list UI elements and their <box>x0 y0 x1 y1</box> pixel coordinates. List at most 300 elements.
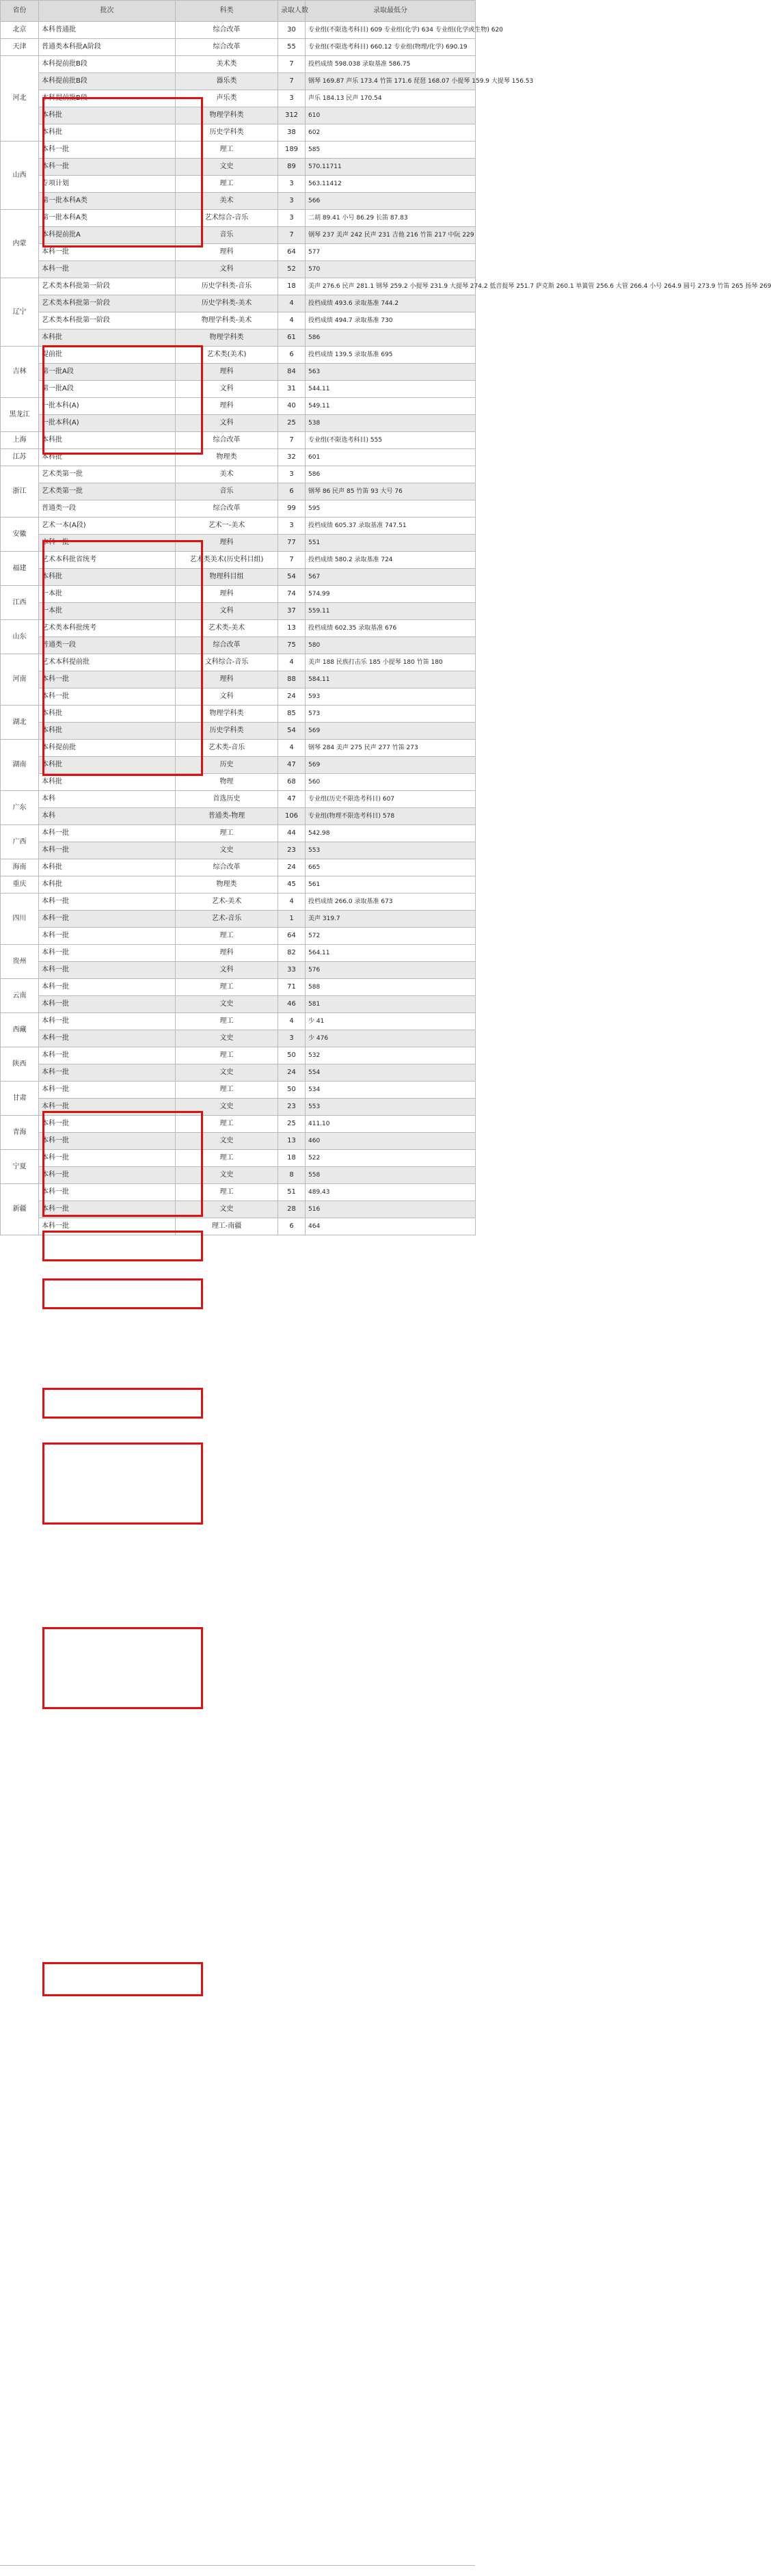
min-score-cell: 投档成绩 602.35 录取基准 676 <box>306 620 476 637</box>
table-header-row <box>1 1 476 22</box>
count-cell: 54 <box>278 569 306 586</box>
count-cell: 3 <box>278 176 306 193</box>
header-province: 省份 <box>1 1 39 22</box>
count-cell: 47 <box>278 757 306 774</box>
min-score-cell: 595 <box>306 500 476 518</box>
min-score-cell: 573 <box>306 706 476 723</box>
subject-cell: 物理学科类-美术 <box>176 312 278 330</box>
province-cell: 重庆 <box>1 876 39 894</box>
count-cell: 3 <box>278 1030 306 1047</box>
table-row <box>1 603 476 620</box>
min-score-cell: 553 <box>306 1099 476 1116</box>
batch-cell: 普通类一段 <box>39 637 176 654</box>
count-cell: 24 <box>278 1064 306 1082</box>
batch-cell: 本科批 <box>39 432 176 449</box>
min-score-cell: 专业组(不限选考科目) 609 专业组(化学) 634 专业组(化学或生物) 620 <box>306 22 476 39</box>
batch-cell: 本科批 <box>39 107 176 124</box>
count-cell: 18 <box>278 278 306 295</box>
subject-cell: 艺术-音乐 <box>176 911 278 928</box>
table-row <box>1 911 476 928</box>
subject-cell: 艺术类-音乐 <box>176 740 278 757</box>
min-score-cell: 569 <box>306 757 476 774</box>
subject-cell: 综合改革 <box>176 637 278 654</box>
count-cell: 47 <box>278 791 306 808</box>
province-cell: 河北 <box>1 56 39 142</box>
count-cell: 13 <box>278 620 306 637</box>
subject-cell: 文科 <box>176 603 278 620</box>
min-score-cell: 551 <box>306 535 476 552</box>
min-score-cell: 钢琴 284 美声 275 民声 277 竹笛 273 <box>306 740 476 757</box>
subject-cell: 理工 <box>176 176 278 193</box>
batch-cell: 艺术类本科批第一阶段 <box>39 312 176 330</box>
count-cell: 52 <box>278 261 306 278</box>
batch-cell: 本科提前批 <box>39 740 176 757</box>
count-cell: 7 <box>278 552 306 569</box>
min-score-cell: 投档成绩 493.6 录取基准 744.2 <box>306 295 476 312</box>
subject-cell: 理工 <box>176 825 278 842</box>
count-cell: 54 <box>278 723 306 740</box>
count-cell: 7 <box>278 432 306 449</box>
table-row <box>1 706 476 723</box>
count-cell: 4 <box>278 312 306 330</box>
province-cell: 上海 <box>1 432 39 449</box>
batch-cell: 本科提前批B段 <box>39 73 176 90</box>
subject-cell: 物理类 <box>176 876 278 894</box>
min-score-cell: 532 <box>306 1047 476 1064</box>
min-score-cell: 投档成绩 598.038 录取基准 586.75 <box>306 56 476 73</box>
highlight-box-henan <box>42 1443 203 1525</box>
min-score-cell: 投档成绩 580.2 录取基准 724 <box>306 552 476 569</box>
table-row <box>1 825 476 842</box>
count-cell: 25 <box>278 415 306 432</box>
min-score-cell: 564.11 <box>306 945 476 962</box>
batch-cell: 本科批 <box>39 859 176 876</box>
count-cell: 24 <box>278 688 306 706</box>
count-cell: 4 <box>278 295 306 312</box>
min-score-cell: 投档成绩 494.7 录取基准 730 <box>306 312 476 330</box>
table-row <box>1 928 476 945</box>
province-cell: 黑龙江 <box>1 398 39 432</box>
min-score-cell: 601 <box>306 449 476 466</box>
count-cell: 8 <box>278 1167 306 1184</box>
batch-cell: 本科提前批B段 <box>39 56 176 73</box>
batch-cell: 本科普通批 <box>39 22 176 39</box>
count-cell: 85 <box>278 706 306 723</box>
subject-cell: 文科 <box>176 962 278 979</box>
subject-cell: 综合改革 <box>176 859 278 876</box>
table-row <box>1 552 476 569</box>
subject-cell: 物理 <box>176 774 278 791</box>
table-row <box>1 774 476 791</box>
count-cell: 88 <box>278 671 306 688</box>
subject-cell: 音乐 <box>176 227 278 244</box>
table-row <box>1 415 476 432</box>
table-row <box>1 1150 476 1167</box>
table-row <box>1 1201 476 1218</box>
subject-cell: 文史 <box>176 1201 278 1218</box>
min-score-cell: 588 <box>306 979 476 996</box>
table-row <box>1 1030 476 1047</box>
count-cell: 50 <box>278 1047 306 1064</box>
count-cell: 3 <box>278 90 306 107</box>
batch-cell: 艺术类第一批 <box>39 483 176 500</box>
province-cell: 河南 <box>1 654 39 706</box>
header-min-score: 录取最低分 <box>306 1 476 22</box>
subject-cell: 综合改革 <box>176 39 278 56</box>
count-cell: 50 <box>278 1082 306 1099</box>
count-cell: 71 <box>278 979 306 996</box>
batch-cell: 本科一批 <box>39 1133 176 1150</box>
min-score-cell: 602 <box>306 124 476 142</box>
province-cell: 山东 <box>1 620 39 654</box>
batch-cell: 本科批 <box>39 774 176 791</box>
subject-cell: 理工 <box>176 1082 278 1099</box>
table-row <box>1 723 476 740</box>
table-row <box>1 945 476 962</box>
batch-cell: 本科一批 <box>39 842 176 859</box>
subject-cell: 文史 <box>176 996 278 1013</box>
subject-cell: 艺术类-美术 <box>176 620 278 637</box>
batch-cell: 本科一批 <box>39 261 176 278</box>
subject-cell: 首选历史 <box>176 791 278 808</box>
min-score-cell: 581 <box>306 996 476 1013</box>
table-row <box>1 535 476 552</box>
min-score-cell: 574.99 <box>306 586 476 603</box>
batch-cell: 艺术一本(A段) <box>39 518 176 535</box>
batch-cell: 本科一批 <box>39 894 176 911</box>
table-row <box>1 1099 476 1116</box>
table-row <box>1 90 476 107</box>
highlight-box-fujian <box>42 1278 203 1309</box>
province-cell: 广西 <box>1 825 39 859</box>
min-score-cell: 586 <box>306 330 476 347</box>
table-row <box>1 1013 476 1030</box>
subject-cell: 物理科目组 <box>176 569 278 586</box>
batch-cell: 本科一批 <box>39 244 176 261</box>
count-cell: 30 <box>278 22 306 39</box>
table-row <box>1 22 476 39</box>
table-row <box>1 894 476 911</box>
min-score-cell: 美声 319.7 <box>306 911 476 928</box>
min-score-cell: 577 <box>306 244 476 261</box>
table-row <box>1 1218 476 1235</box>
count-cell: 74 <box>278 586 306 603</box>
province-cell: 甘肃 <box>1 1082 39 1116</box>
min-score-cell: 580 <box>306 637 476 654</box>
table-row <box>1 449 476 466</box>
subject-cell: 理工 <box>176 979 278 996</box>
subject-cell: 文科 <box>176 381 278 398</box>
subject-cell: 综合改革 <box>176 432 278 449</box>
table-row <box>1 1064 476 1082</box>
highlight-box-shandong <box>42 1388 203 1419</box>
subject-cell: 理工 <box>176 1047 278 1064</box>
min-score-cell: 钢琴 86 民声 85 竹笛 93 大号 76 <box>306 483 476 500</box>
subject-cell: 普通类-物理 <box>176 808 278 825</box>
subject-cell: 理工 <box>176 142 278 159</box>
table-row <box>1 159 476 176</box>
subject-cell: 艺术类美术(历史科目组) <box>176 552 278 569</box>
batch-cell: 本科一批 <box>39 1116 176 1133</box>
min-score-cell: 投档成绩 605.37 录取基准 747.51 <box>306 518 476 535</box>
batch-cell: 艺术类本科批第一阶段 <box>39 278 176 295</box>
province-cell: 内蒙 <box>1 210 39 278</box>
table-row <box>1 688 476 706</box>
batch-cell: 本科一批 <box>39 945 176 962</box>
count-cell: 75 <box>278 637 306 654</box>
count-cell: 37 <box>278 603 306 620</box>
count-cell: 7 <box>278 227 306 244</box>
count-cell: 4 <box>278 654 306 671</box>
count-cell: 312 <box>278 107 306 124</box>
min-score-cell: 464 <box>306 1218 476 1235</box>
table-row <box>1 757 476 774</box>
table-bottom-border <box>0 2565 475 2576</box>
subject-cell: 物理学科类 <box>176 107 278 124</box>
batch-cell: 艺术类本科批第一阶段 <box>39 295 176 312</box>
min-score-cell: 563.11412 <box>306 176 476 193</box>
count-cell: 64 <box>278 928 306 945</box>
batch-cell: 本科一批 <box>39 1064 176 1082</box>
batch-cell: 一批本科(A) <box>39 415 176 432</box>
table-row <box>1 330 476 347</box>
header-count: 录取人数 <box>278 1 306 22</box>
count-cell: 31 <box>278 381 306 398</box>
min-score-cell: 538 <box>306 415 476 432</box>
min-score-cell: 593 <box>306 688 476 706</box>
count-cell: 51 <box>278 1184 306 1201</box>
count-cell: 6 <box>278 483 306 500</box>
province-cell: 湖南 <box>1 740 39 791</box>
batch-cell: 本科一批 <box>39 1150 176 1167</box>
min-score-cell: 549.11 <box>306 398 476 415</box>
count-cell: 89 <box>278 159 306 176</box>
count-cell: 23 <box>278 842 306 859</box>
batch-cell: 艺术本科提前批 <box>39 654 176 671</box>
table-row <box>1 842 476 859</box>
count-cell: 38 <box>278 124 306 142</box>
table-row <box>1 142 476 159</box>
subject-cell: 文史 <box>176 1030 278 1047</box>
table-row <box>1 859 476 876</box>
table-row <box>1 227 476 244</box>
subject-cell: 理科 <box>176 945 278 962</box>
min-score-cell: 少 476 <box>306 1030 476 1047</box>
min-score-cell: 专业组(历史不限选考科目) 607 <box>306 791 476 808</box>
count-cell: 82 <box>278 945 306 962</box>
batch-cell: 本科一批 <box>39 671 176 688</box>
table-row <box>1 518 476 535</box>
subject-cell: 文史 <box>176 159 278 176</box>
batch-cell: 本科提前批B段 <box>39 90 176 107</box>
subject-cell: 历史 <box>176 757 278 774</box>
subject-cell: 文科 <box>176 688 278 706</box>
table-row <box>1 347 476 364</box>
batch-cell: 专项计划 <box>39 176 176 193</box>
count-cell: 61 <box>278 330 306 347</box>
min-score-cell: 专业组(物理不限选考科目) 578 <box>306 808 476 825</box>
min-score-cell: 美声 276.6 民声 281.1 钢琴 259.2 小提琴 231.9 大提琴 274.2 低音提琴 251.7 萨克斯 260.1 单簧管 256.6 大管 266.4 小号 264.9 圆号 273.9 竹笛 265 扬琴 269 <box>306 278 476 295</box>
batch-cell: 一批本科(A) <box>39 398 176 415</box>
min-score-cell: 576 <box>306 962 476 979</box>
table-row <box>1 1116 476 1133</box>
table-row <box>1 962 476 979</box>
min-score-cell: 534 <box>306 1082 476 1099</box>
min-score-cell: 声乐 184.13 民声 170.54 <box>306 90 476 107</box>
min-score-cell: 569 <box>306 723 476 740</box>
count-cell: 3 <box>278 466 306 483</box>
batch-cell: 本科一批 <box>39 1030 176 1047</box>
batch-cell: 本科批 <box>39 706 176 723</box>
batch-cell: 本科一批 <box>39 535 176 552</box>
subject-cell: 艺术一-美术 <box>176 518 278 535</box>
count-cell: 18 <box>278 1150 306 1167</box>
batch-cell: 本科一批 <box>39 1167 176 1184</box>
subject-cell: 文史 <box>176 1167 278 1184</box>
table-row <box>1 808 476 825</box>
table-row <box>1 1184 476 1201</box>
subject-cell: 美术 <box>176 193 278 210</box>
batch-cell: 本科一批 <box>39 962 176 979</box>
table-row <box>1 1167 476 1184</box>
batch-cell: 本科一批 <box>39 142 176 159</box>
count-cell: 106 <box>278 808 306 825</box>
batch-cell: 一本批 <box>39 586 176 603</box>
min-score-cell: 钢琴 237 美声 242 民声 231 吉他 216 竹笛 217 中阮 229 <box>306 227 476 244</box>
min-score-cell: 489.43 <box>306 1184 476 1201</box>
table-row <box>1 569 476 586</box>
province-cell: 安徽 <box>1 518 39 552</box>
batch-cell: 本科一批 <box>39 1218 176 1235</box>
subject-cell: 物理学科类 <box>176 706 278 723</box>
count-cell: 45 <box>278 876 306 894</box>
count-cell: 23 <box>278 1099 306 1116</box>
min-score-cell: 572 <box>306 928 476 945</box>
highlight-box-sichuan <box>42 1962 203 1996</box>
subject-cell: 理工-南疆 <box>176 1218 278 1235</box>
table-body <box>1 22 771 1235</box>
min-score-cell: 584.11 <box>306 671 476 688</box>
subject-cell: 物理学科类 <box>176 330 278 347</box>
subject-cell: 音乐 <box>176 483 278 500</box>
subject-cell: 综合改革 <box>176 500 278 518</box>
table-row <box>1 244 476 261</box>
subject-cell: 文史 <box>176 1133 278 1150</box>
count-cell: 68 <box>278 774 306 791</box>
subject-cell: 理科 <box>176 244 278 261</box>
min-score-cell: 544.11 <box>306 381 476 398</box>
count-cell: 3 <box>278 193 306 210</box>
count-cell: 6 <box>278 1218 306 1235</box>
min-score-cell: 专业组(不限选考科目) 660.12 专业组(物理/化学) 690.19 <box>306 39 476 56</box>
province-cell: 广东 <box>1 791 39 825</box>
highlight-box-hunan <box>42 1627 203 1709</box>
batch-cell: 一本批 <box>39 603 176 620</box>
province-cell: 山西 <box>1 142 39 210</box>
min-score-cell: 554 <box>306 1064 476 1082</box>
table-row <box>1 620 476 637</box>
table-row <box>1 1133 476 1150</box>
subject-cell: 文科 <box>176 261 278 278</box>
min-score-cell: 560 <box>306 774 476 791</box>
table-row <box>1 637 476 654</box>
subject-cell: 文史 <box>176 1099 278 1116</box>
province-cell: 湖北 <box>1 706 39 740</box>
subject-cell: 历史学科类 <box>176 723 278 740</box>
batch-cell: 本科批 <box>39 330 176 347</box>
table-row <box>1 791 476 808</box>
table-row <box>1 73 476 90</box>
min-score-cell: 561 <box>306 876 476 894</box>
min-score-cell: 585 <box>306 142 476 159</box>
table-row <box>1 56 476 73</box>
subject-cell: 声乐类 <box>176 90 278 107</box>
min-score-cell: 559.11 <box>306 603 476 620</box>
min-score-cell: 542.98 <box>306 825 476 842</box>
subject-cell: 理工 <box>176 928 278 945</box>
subject-cell: 理工 <box>176 1116 278 1133</box>
min-score-cell: 钢琴 169.87 声乐 173.4 竹笛 171.6 琵琶 168.07 小提琴 159.9 大提琴 156.53 <box>306 73 476 90</box>
batch-cell: 第一批A段 <box>39 381 176 398</box>
batch-cell: 本科批 <box>39 723 176 740</box>
subject-cell: 美术类 <box>176 56 278 73</box>
batch-cell: 本科一批 <box>39 911 176 928</box>
min-score-cell: 411.10 <box>306 1116 476 1133</box>
count-cell: 4 <box>278 740 306 757</box>
subject-cell: 理工 <box>176 1150 278 1167</box>
province-cell: 陕西 <box>1 1047 39 1082</box>
province-cell: 贵州 <box>1 945 39 979</box>
batch-cell: 本科一批 <box>39 688 176 706</box>
table-row <box>1 483 476 500</box>
batch-cell: 本科批 <box>39 569 176 586</box>
min-score-cell: 少 41 <box>306 1013 476 1030</box>
min-score-cell: 570 <box>306 261 476 278</box>
min-score-cell: 投档成绩 139.5 录取基准 695 <box>306 347 476 364</box>
province-cell: 江苏 <box>1 449 39 466</box>
count-cell: 3 <box>278 210 306 227</box>
table-row <box>1 466 476 483</box>
batch-cell: 第一批本科A类 <box>39 210 176 227</box>
province-cell: 四川 <box>1 894 39 945</box>
province-cell: 浙江 <box>1 466 39 518</box>
min-score-cell: 522 <box>306 1150 476 1167</box>
table-row <box>1 1047 476 1064</box>
count-cell: 4 <box>278 894 306 911</box>
header-batch: 批次 <box>39 1 176 22</box>
subject-cell: 综合改革 <box>176 22 278 39</box>
subject-cell: 理科 <box>176 535 278 552</box>
table-row <box>1 586 476 603</box>
table-row <box>1 39 476 56</box>
table-row <box>1 381 476 398</box>
count-cell: 13 <box>278 1133 306 1150</box>
subject-cell: 物理类 <box>176 449 278 466</box>
subject-cell: 历史学科类 <box>176 124 278 142</box>
subject-cell: 艺术类(美术) <box>176 347 278 364</box>
batch-cell: 艺术类第一批 <box>39 466 176 483</box>
min-score-cell: 516 <box>306 1201 476 1218</box>
table-row <box>1 278 476 295</box>
province-cell: 宁夏 <box>1 1150 39 1184</box>
subject-cell: 器乐类 <box>176 73 278 90</box>
count-cell: 99 <box>278 500 306 518</box>
table-row <box>1 295 476 312</box>
table-row <box>1 193 476 210</box>
batch-cell: 普通类一段 <box>39 500 176 518</box>
province-cell: 青海 <box>1 1116 39 1150</box>
batch-cell: 本科 <box>39 808 176 825</box>
